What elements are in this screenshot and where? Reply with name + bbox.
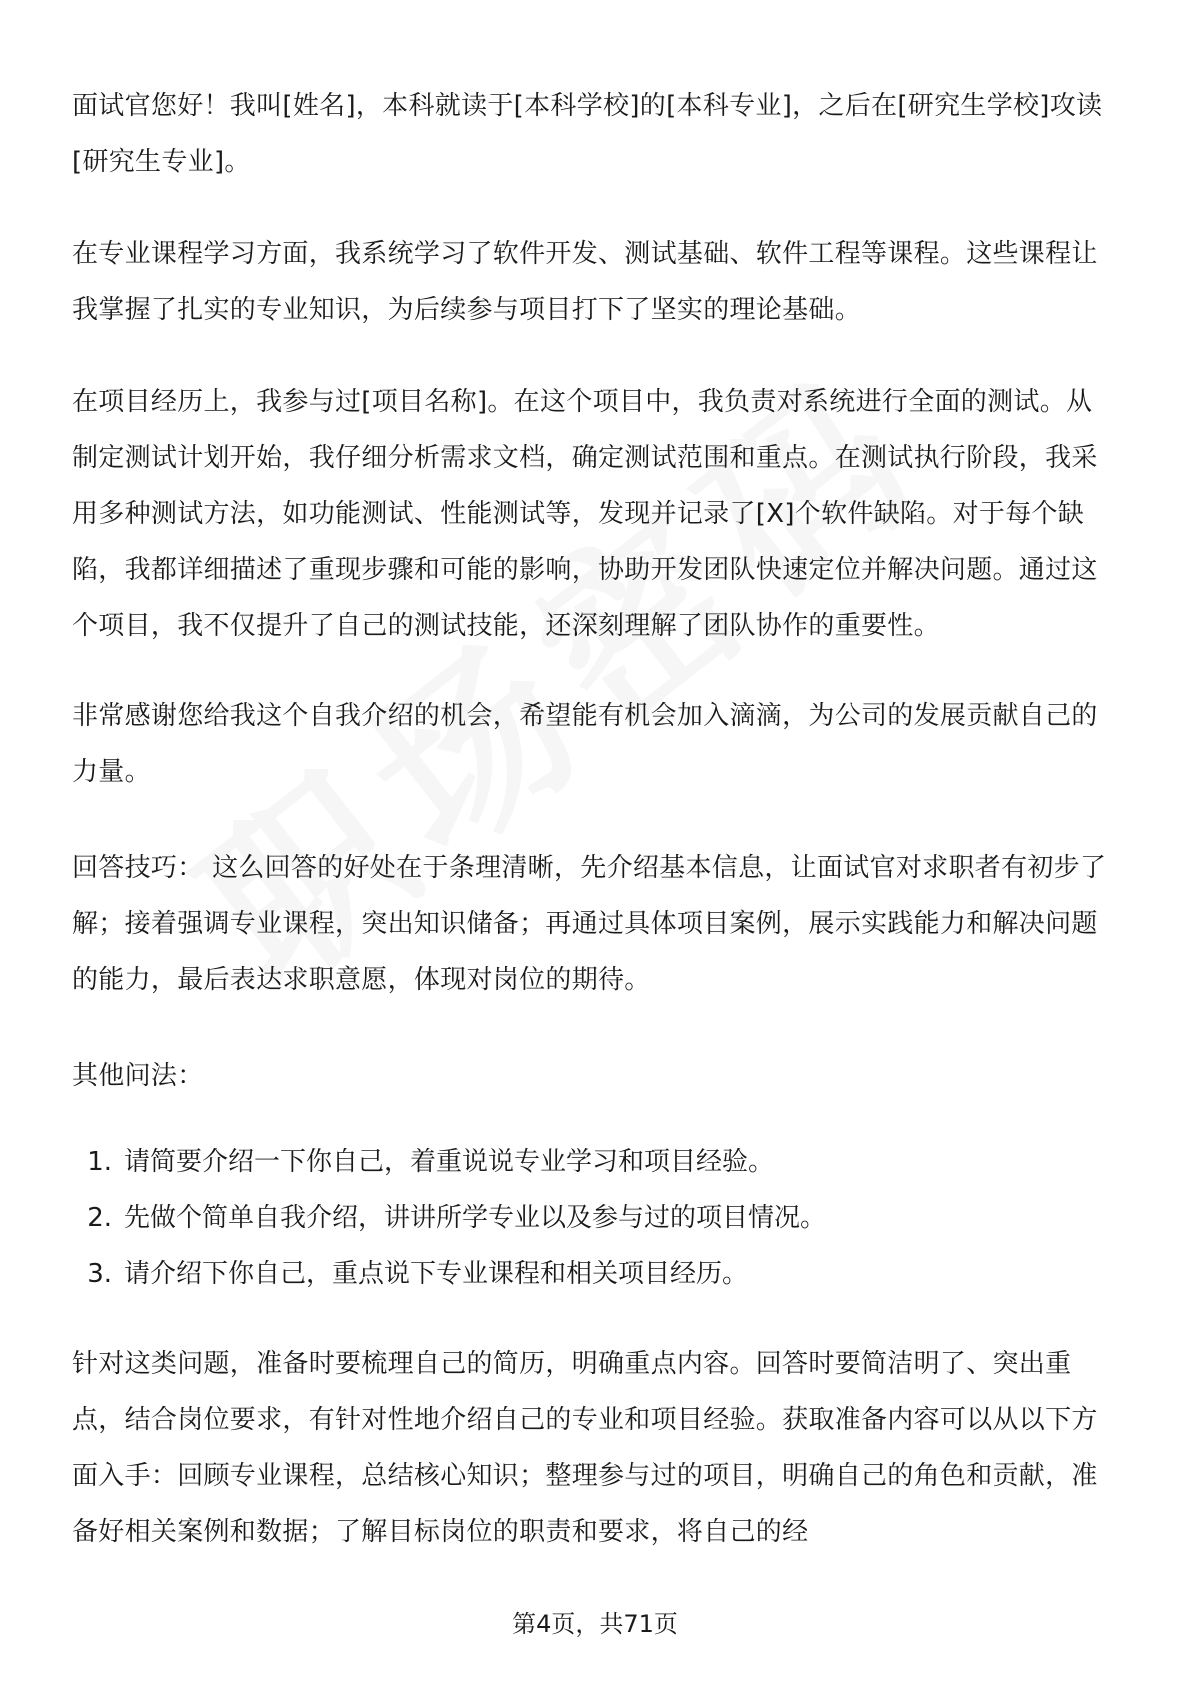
other-questions-label: 其他问法： — [72, 1061, 204, 1091]
list-text: 请介绍下你自己，重点说下专业课程和相关项目经历。 — [124, 1259, 749, 1289]
list-item — [72, 1134, 1118, 1190]
list-number: 3. — [87, 1259, 112, 1289]
list-number: 1. — [87, 1147, 112, 1177]
courses-paragraph: 在专业课程学习方面，我系统学习了软件开发、测试基础、软件工程等课程。这些课程让我掌握了扎实的专业知识，为后续参与项目打下了坚实的理论基础。 — [72, 239, 1098, 325]
page-footer: 第4页，共71页 — [512, 1610, 678, 1638]
list-text: 请简要介绍一下你自己，着重说说专业学习和项目经验。 — [124, 1147, 775, 1177]
advice-paragraph: 针对这类问题，准备时要梳理自己的简历，明确重点内容。回答时要简洁明了、突出重点，结合岗位要求，有针对性地介绍自己的专业和项目经验。获取准备内容可以从以下方面入手：回顾专业课程，总结核心知识；整理参与过的项目，明确自己的角色和贡献，准备好相关案例和数据；了解目标岗位的职责和要求，将自己的经 — [72, 1349, 1098, 1547]
list-text: 先做个简单自我介绍，讲讲所学专业以及参与过的项目情况。 — [124, 1203, 827, 1233]
list-item — [72, 1246, 1118, 1302]
thanks-paragraph: 非常感谢您给我这个自我介绍的机会，希望能有机会加入滴滴，为公司的发展贡献自己的力量。 — [72, 701, 1098, 787]
intro-paragraph: 面试官您好！我叫[姓名]，本科就读于[本科学校]的[本科专业]，之后在[研究生学校]攻读[研究生专业]。 — [72, 91, 1103, 177]
tips-paragraph: 回答技巧： 这么回答的好处在于条理清晰，先介绍基本信息，让面试官对求职者有初步了解；接着强调专业课程，突出知识储备；再通过具体项目案例，展示实践能力和解决问题的能力，最后表达求职意愿，体现对岗位的期待。 — [72, 853, 1107, 995]
document-page — [72, 78, 1118, 1560]
project-paragraph: 在项目经历上，我参与过[项目名称]。在这个项目中，我负责对系统进行全面的测试。从制定测试计划开始，我仔细分析需求文档，确定测试范围和重点。在测试执行阶段，我采用多种测试方法，如功能测试、性能测试等，发现并记录了[X]个软件缺陷。对于每个缺陷，我都详细描述了重现步骤和可能的影响，协助开发团队快速定位并解决问题。通过这个项目，我不仅提升了自己的测试技能，还深刻理解了团队协作的重要性。 — [72, 387, 1098, 641]
question-list — [72, 1134, 1118, 1302]
list-item — [72, 1190, 1118, 1246]
list-number: 2. — [87, 1203, 112, 1233]
